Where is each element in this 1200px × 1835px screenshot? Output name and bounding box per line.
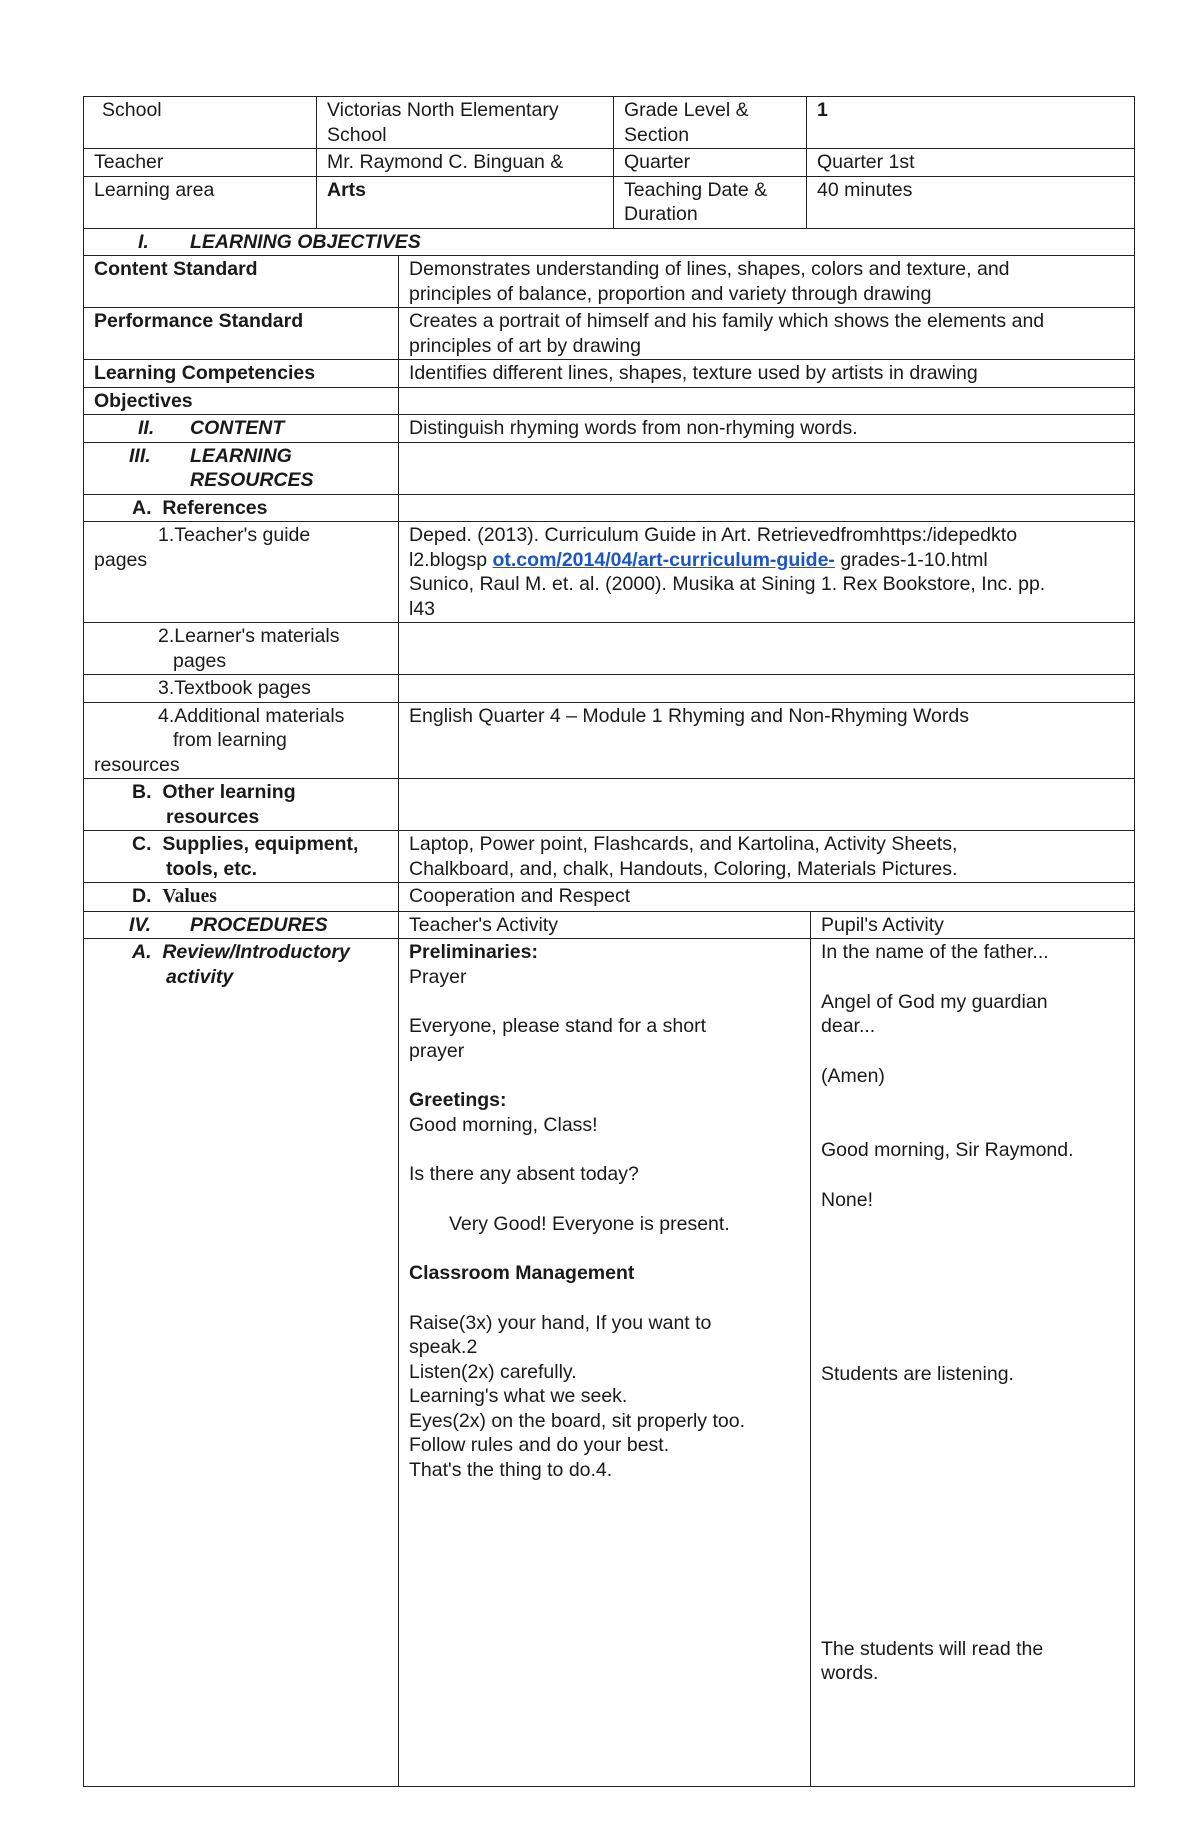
review-activity-label: A. Review/Introductory activity [84,939,399,1787]
competencies-value: Identifies different lines, shapes, texture used by artists in drawing [399,360,1135,388]
teacher-label: Teacher [84,149,317,177]
supplies-value: Laptop, Power point, Flashcards, and Kartolina, Activity Sheets, Chalkboard, and, chalk, Handouts, Coloring, Materials Pictures. [399,831,1135,883]
references-heading: A. References [84,494,399,522]
other-resources-label: B. Other learning resources [84,779,399,831]
competencies-label: Learning Competencies [84,360,399,388]
objectives-label: Objectives [84,387,399,415]
pupil-activity-cell: In the name of the father... Angel of God my guardian dear... (Amen) Good morning, Sir Raymond. None! Students are listening. The students will read the words. [811,939,1135,1787]
quarter-label: Quarter [614,149,807,177]
textbook-value [399,675,1135,703]
teacher-activity-header: Teacher's Activity [399,911,811,939]
section-procedures-heading: IV. PROCEDURES [84,911,399,939]
section-objectives-heading: I. LEARNING OBJECTIVES [84,228,1135,256]
date-value: 40 minutes [807,176,1135,228]
content-value: Distinguish rhyming words from non-rhyming words. [399,415,1135,443]
textbook-label: 3.Textbook pages [84,675,399,703]
header-table [83,96,1135,229]
school-label: School [84,97,317,149]
values-label: D. Values [84,883,399,912]
resources-value [399,442,1135,494]
grade-label: Grade Level & Section [614,97,807,149]
supplies-label: C. Supplies, equipment, tools, etc. [84,831,399,883]
references-value [399,494,1135,522]
other-resources-value [399,779,1135,831]
school-value: Victorias North Elementary School [317,97,614,149]
area-label: Learning area [84,176,317,228]
values-value: Cooperation and Respect [399,883,1135,912]
quarter-value: Quarter 1st [807,149,1135,177]
additional-materials-label: 4.Additional materials from learning resources [84,702,399,779]
main-table [83,228,1135,1788]
date-label: Teaching Date & Duration [614,176,807,228]
additional-materials-value: English Quarter 4 – Module 1 Rhyming and Non-Rhyming Words [399,702,1135,779]
teachers-guide-value: Deped. (2013). Curriculum Guide in Art. Retrievedfromhttps:/idepedkto l2.blogsp ot.com/2014/04/art-curriculum-guide- grades-1-10.html Sunico, Raul M. et. al. (2000). Musika at Sining 1. Rex Bookstore, Inc. pp. l43 [399,522,1135,623]
content-standard-label: Content Standard [84,256,399,308]
performance-standard-label: Performance Standard [84,308,399,360]
teacher-activity-cell: Preliminaries: Prayer Everyone, please stand for a short prayer Greetings: Good morning, Class! Is there any absent today? Very Good! Everyone is present. Classroom Management Raise(3x) your hand, If you want to speak.2 Listen(2x) carefully. Learning's what we seek. Eyes(2x) on the board, sit properly too. Follow rules and do your best. That's the thing to do.4. [399,939,811,1787]
grade-value: 1 [807,97,1135,149]
curriculum-guide-link[interactable]: ot.com/2014/04/art-curriculum-guide- [492,548,835,571]
performance-standard-value: Creates a portrait of himself and his family which shows the elements and principles of art by drawing [399,308,1135,360]
learners-materials-label: 2.Learner's materials pages [84,623,399,675]
teachers-guide-label: 1.Teacher's guide pages [84,522,399,623]
content-standard-value: Demonstrates understanding of lines, shapes, colors and texture, and principles of balance, proportion and variety through drawing [399,256,1135,308]
teacher-value: Mr. Raymond C. Binguan & [317,149,614,177]
lesson-plan-document [83,96,1134,1787]
section-resources-heading: III. LEARNING RESOURCES [84,442,399,494]
objectives-value [399,387,1135,415]
section-content-heading: II. CONTENT [84,415,399,443]
pupil-activity-header: Pupil's Activity [811,911,1135,939]
area-value: Arts [317,176,614,228]
learners-materials-value [399,623,1135,675]
